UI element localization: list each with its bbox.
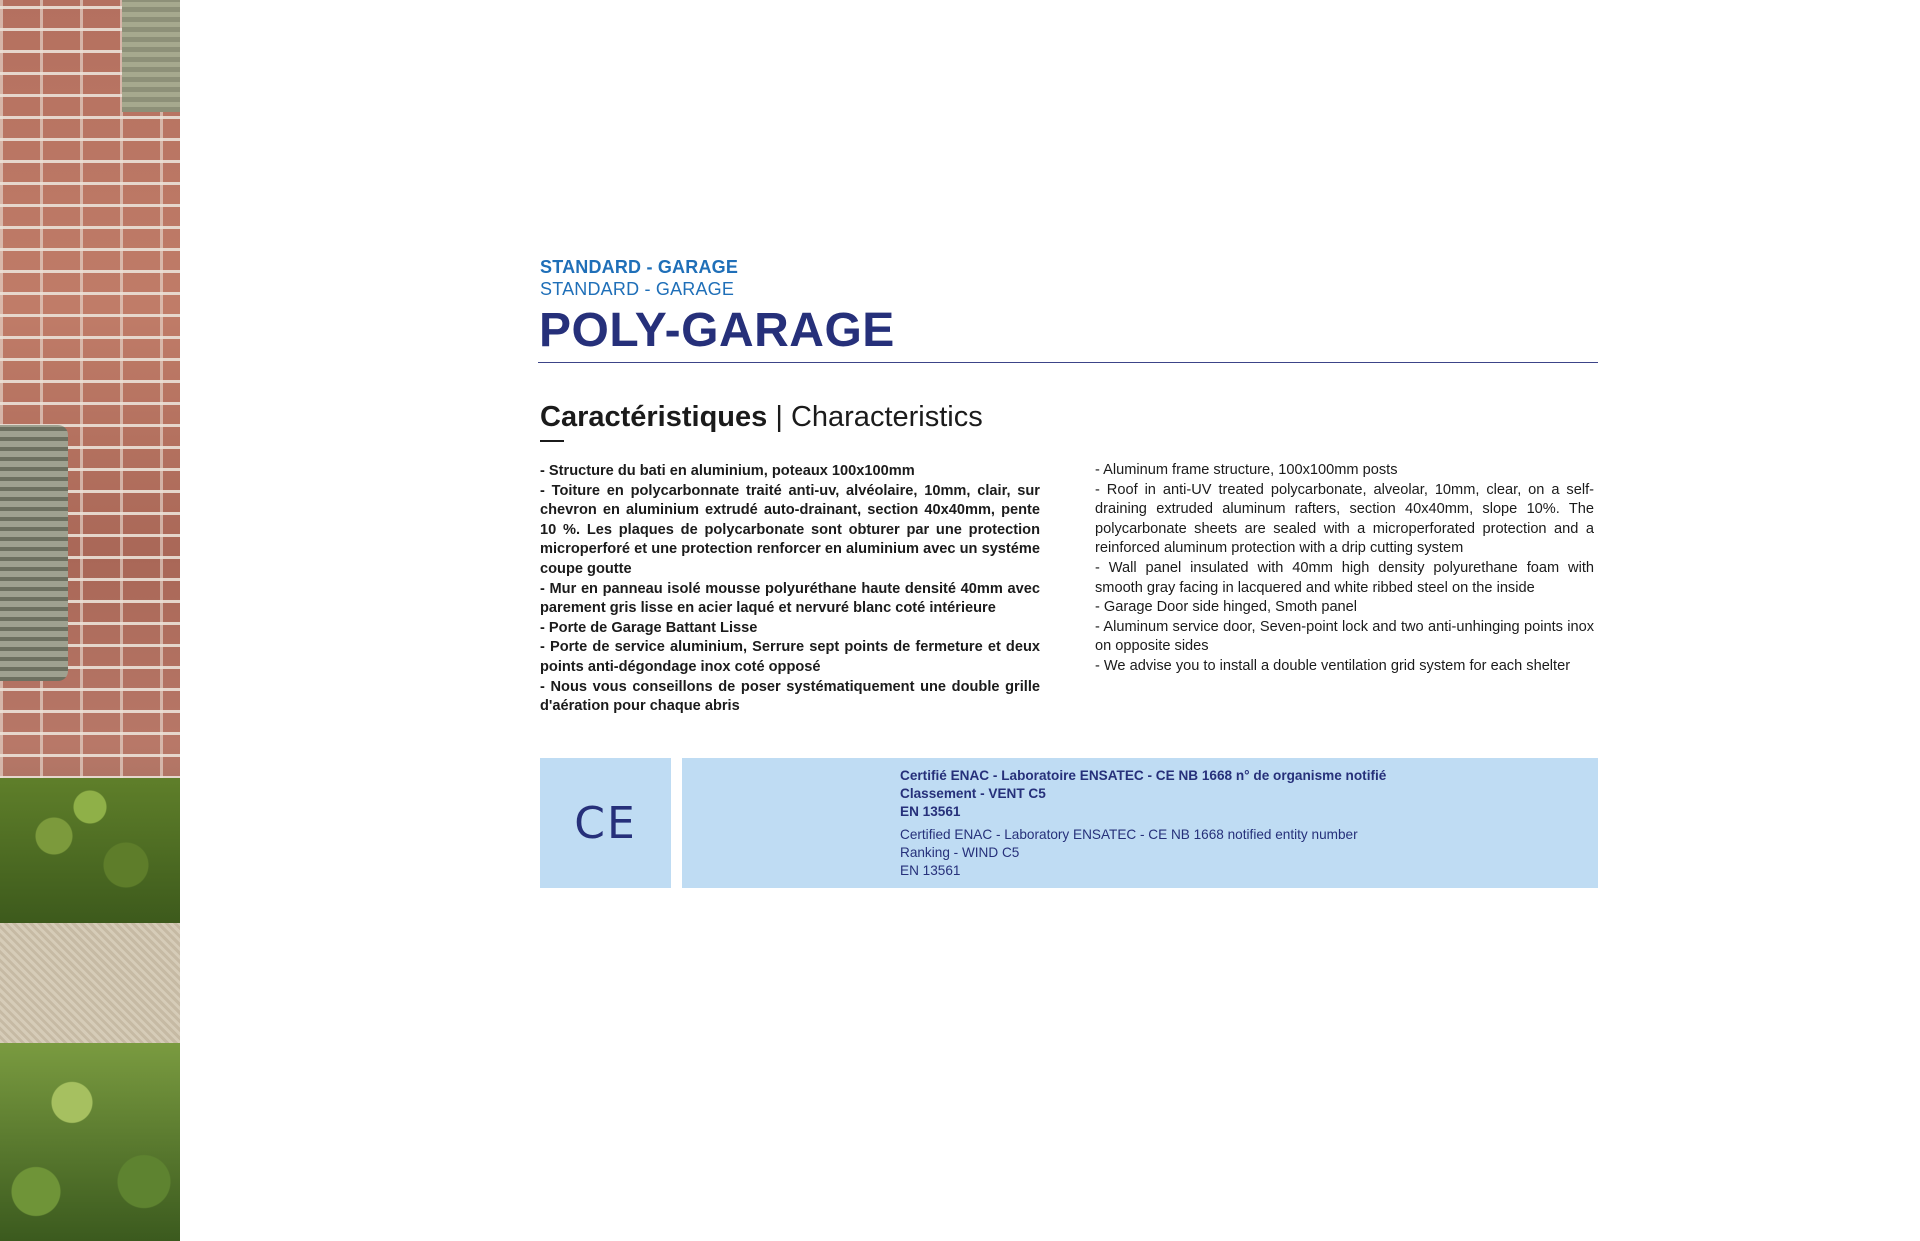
title-divider <box>538 362 1598 363</box>
category-label-en: STANDARD - GARAGE <box>540 279 735 299</box>
feature-item: - Aluminum service door, Seven-point lock and two anti-unhinging points inox on opposite sides <box>1095 618 1594 655</box>
certification-box <box>682 758 1598 888</box>
section-underline <box>540 440 564 442</box>
certification-fr <box>900 767 1386 821</box>
certification-en <box>900 826 1386 880</box>
certification-line: EN 13561 <box>900 863 961 878</box>
certification-line: EN 13561 <box>900 804 961 819</box>
feature-item: - Garage Door side hinged, Smoth panel <box>1095 599 1358 616</box>
bush <box>0 1043 180 1241</box>
section-title-fr: Caractéristiques <box>540 401 768 433</box>
feature-item: - Toiture en polycarbonnate traité anti-uv, alvéolaire, 10mm, clair, sur chevron en aluminium extrudé auto-drainant, section 40x40mm, pente 10 %. Les plaques de polycarbonate sont obturer par une protection microperforé et une protection renforcer en aluminium avec un systéme coupe goutte <box>540 482 1040 577</box>
certification-text <box>900 767 1386 880</box>
section-title-separator: | <box>775 401 783 433</box>
section-title <box>540 401 983 434</box>
window-shutter <box>122 0 180 112</box>
ce-mark-icon: CE <box>574 797 637 849</box>
feature-item: - We advise you to install a double ventilation grid system for each shelter <box>1095 657 1571 674</box>
feature-item: - Aluminum frame structure, 100x100mm posts <box>1095 462 1398 478</box>
category-label: STANDARD - GARAGE <box>540 257 739 277</box>
certification-line: Certified ENAC - Laboratory ENSATEC - CE NB 1668 notified entity number <box>900 827 1358 842</box>
features-list-fr <box>540 462 1040 717</box>
product-title: POLY-GARAGE <box>539 304 895 357</box>
arrow-notch <box>180 522 226 614</box>
window-shutter <box>0 425 68 681</box>
gravel-path <box>0 923 180 1043</box>
feature-item: - Porte de service aluminium, Serrure sept points de fermeture et deux points anti-dégondage inox coté opposé <box>540 639 1040 675</box>
feature-item: - Roof in anti-UV treated polycarbonate, alveolar, 10mm, clear, on a self-draining extruded aluminum rafters, section 40x40mm, slope 10%. The polycarbonate sheets are sealed with a microperforated protection and a reinforced aluminum protection with a drip cutting system <box>1095 481 1594 557</box>
certification-line: Ranking - WIND C5 <box>900 845 1020 860</box>
features-list-en <box>1095 461 1594 677</box>
feature-item: - Nous vous conseillons de poser systématiquement une double grille d'aération pour chaque abris <box>540 678 1040 715</box>
feature-item: - Wall panel insulated with 40mm high density polyurethane foam with smooth gray facing in lacquered and white ribbed steel on the inside <box>1095 559 1594 596</box>
page-margin <box>180 0 220 1241</box>
certification-line: Certifié ENAC - Laboratoire ENSATEC - CE NB 1668 n° de organisme notifié <box>900 768 1387 783</box>
feature-item: - Structure du bati en aluminium, poteaux 100x100mm <box>540 463 915 479</box>
hedge <box>0 778 180 923</box>
house-photo <box>0 0 180 1241</box>
feature-item: - Porte de Garage Battant Lisse <box>540 619 758 636</box>
section-title-en: Characteristics <box>790 401 983 433</box>
certification-line: Classement - VENT C5 <box>900 786 1046 801</box>
feature-item: - Mur en panneau isolé mousse polyuréthane haute densité 40mm avec parement gris lisse en acier laqué et nervuré blanc coté intérieure <box>540 580 1040 617</box>
ce-mark-box <box>540 758 671 888</box>
